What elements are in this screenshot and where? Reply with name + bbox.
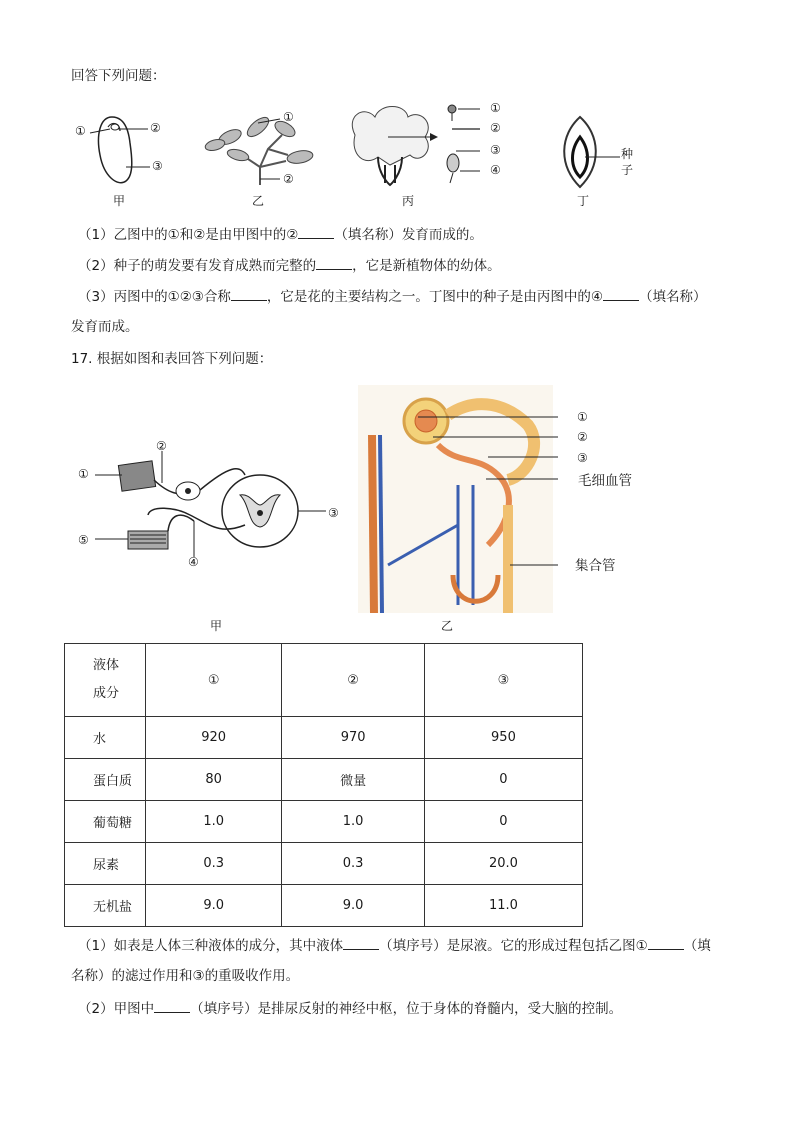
seed-label-2: ② xyxy=(150,121,161,135)
q17-line-1: （1）如表是人体三种液体的成分，其中液体 （填序号）是尿液。它的形成过程包括乙图① （填 xyxy=(78,935,711,956)
answer-blank[interactable] xyxy=(648,935,684,950)
reflex-arc-figure xyxy=(70,435,340,570)
table-header-label: 液体 成分 xyxy=(65,644,146,717)
flower-label-3: ③ xyxy=(490,143,501,157)
arc-label-1: ① xyxy=(78,467,89,481)
plant-figures xyxy=(60,95,660,210)
nephron-label-3: ③ xyxy=(577,451,588,465)
caption-yi-2: 乙 xyxy=(441,619,454,633)
seedling-label-1: ① xyxy=(283,110,294,124)
arc-label-4: ④ xyxy=(188,555,199,569)
q16-line-2: （2）种子的萌发要有发育成熟而完整的 ，它是新植物体的幼体。 xyxy=(78,255,501,276)
q17-line-3: （2）甲图中 （填序号）是排尿反射的神经中枢，位于身体的脊髓内，受大脑的控制。 xyxy=(78,998,622,1019)
caption-jia-1: 甲 xyxy=(113,194,126,208)
q16-line-3: （3）丙图中的①②③合称 ，它是花的主要结构之一。丁图中的种子是由丙图中的④ （填名称） xyxy=(78,286,707,307)
answer-blank[interactable] xyxy=(343,935,379,950)
answer-blank[interactable] xyxy=(316,255,352,270)
answer-blank[interactable] xyxy=(231,286,267,301)
fruit-figure xyxy=(564,117,620,187)
flower-label-4: ④ xyxy=(490,163,501,177)
collecting-duct-label: 集合管 xyxy=(575,558,616,574)
table-row: 水 920 970 950 xyxy=(65,717,583,759)
table-header-cell: ③ xyxy=(424,644,582,717)
answer-blank[interactable] xyxy=(298,224,334,239)
table-row: 无机盐 9.0 9.0 11.0 xyxy=(65,885,583,927)
caption-yi-1: 乙 xyxy=(252,194,265,208)
q17-line-2: 名称）的滤过作用和③的重吸收作用。 xyxy=(71,968,300,984)
flower-figure xyxy=(352,105,480,185)
caption-ding: 丁 xyxy=(577,194,590,208)
caption-bing: 丙 xyxy=(402,194,415,208)
seed-word-2: 子 xyxy=(621,163,634,177)
seed-label-1: ① xyxy=(75,124,86,138)
nephron-figure xyxy=(358,385,558,615)
seedling-label-2: ② xyxy=(283,172,294,186)
flower-label-1: ① xyxy=(490,101,501,115)
flower-label-2: ② xyxy=(490,121,501,135)
seed-word-1: 种 xyxy=(621,147,634,161)
arc-label-3: ③ xyxy=(328,506,339,520)
seed-label-3: ③ xyxy=(152,159,163,173)
table-row: 葡萄糖 1.0 1.0 0 xyxy=(65,801,583,843)
answer-blank[interactable] xyxy=(603,286,639,301)
table-header-cell: ① xyxy=(146,644,282,717)
bean-seed-figure xyxy=(90,117,150,183)
q16-line-4: 发育而成。 xyxy=(71,319,139,335)
seedling-figure xyxy=(204,114,314,185)
table-row: 蛋白质 80 微量 0 xyxy=(65,759,583,801)
fluid-composition-table xyxy=(64,643,583,927)
nephron-label-1: ① xyxy=(577,410,588,424)
capillary-label: 毛细血管 xyxy=(578,473,632,489)
q17-title: 17. 根据如图和表回答下列问题： xyxy=(71,351,273,367)
nephron-label-2: ② xyxy=(577,430,588,444)
arc-label-5: ⑤ xyxy=(78,533,89,547)
caption-jia-2: 甲 xyxy=(210,619,223,633)
q16-line-1: （1）乙图中的①和②是由甲图中的② （填名称）发育而成的。 xyxy=(78,224,483,245)
table-row: 尿素 0.3 0.3 20.0 xyxy=(65,843,583,885)
arc-label-2: ② xyxy=(156,439,167,453)
table-header-cell: ② xyxy=(282,644,425,717)
intro-text: 回答下列问题： xyxy=(71,68,166,84)
answer-blank[interactable] xyxy=(154,998,190,1013)
table-header-row xyxy=(65,644,583,717)
